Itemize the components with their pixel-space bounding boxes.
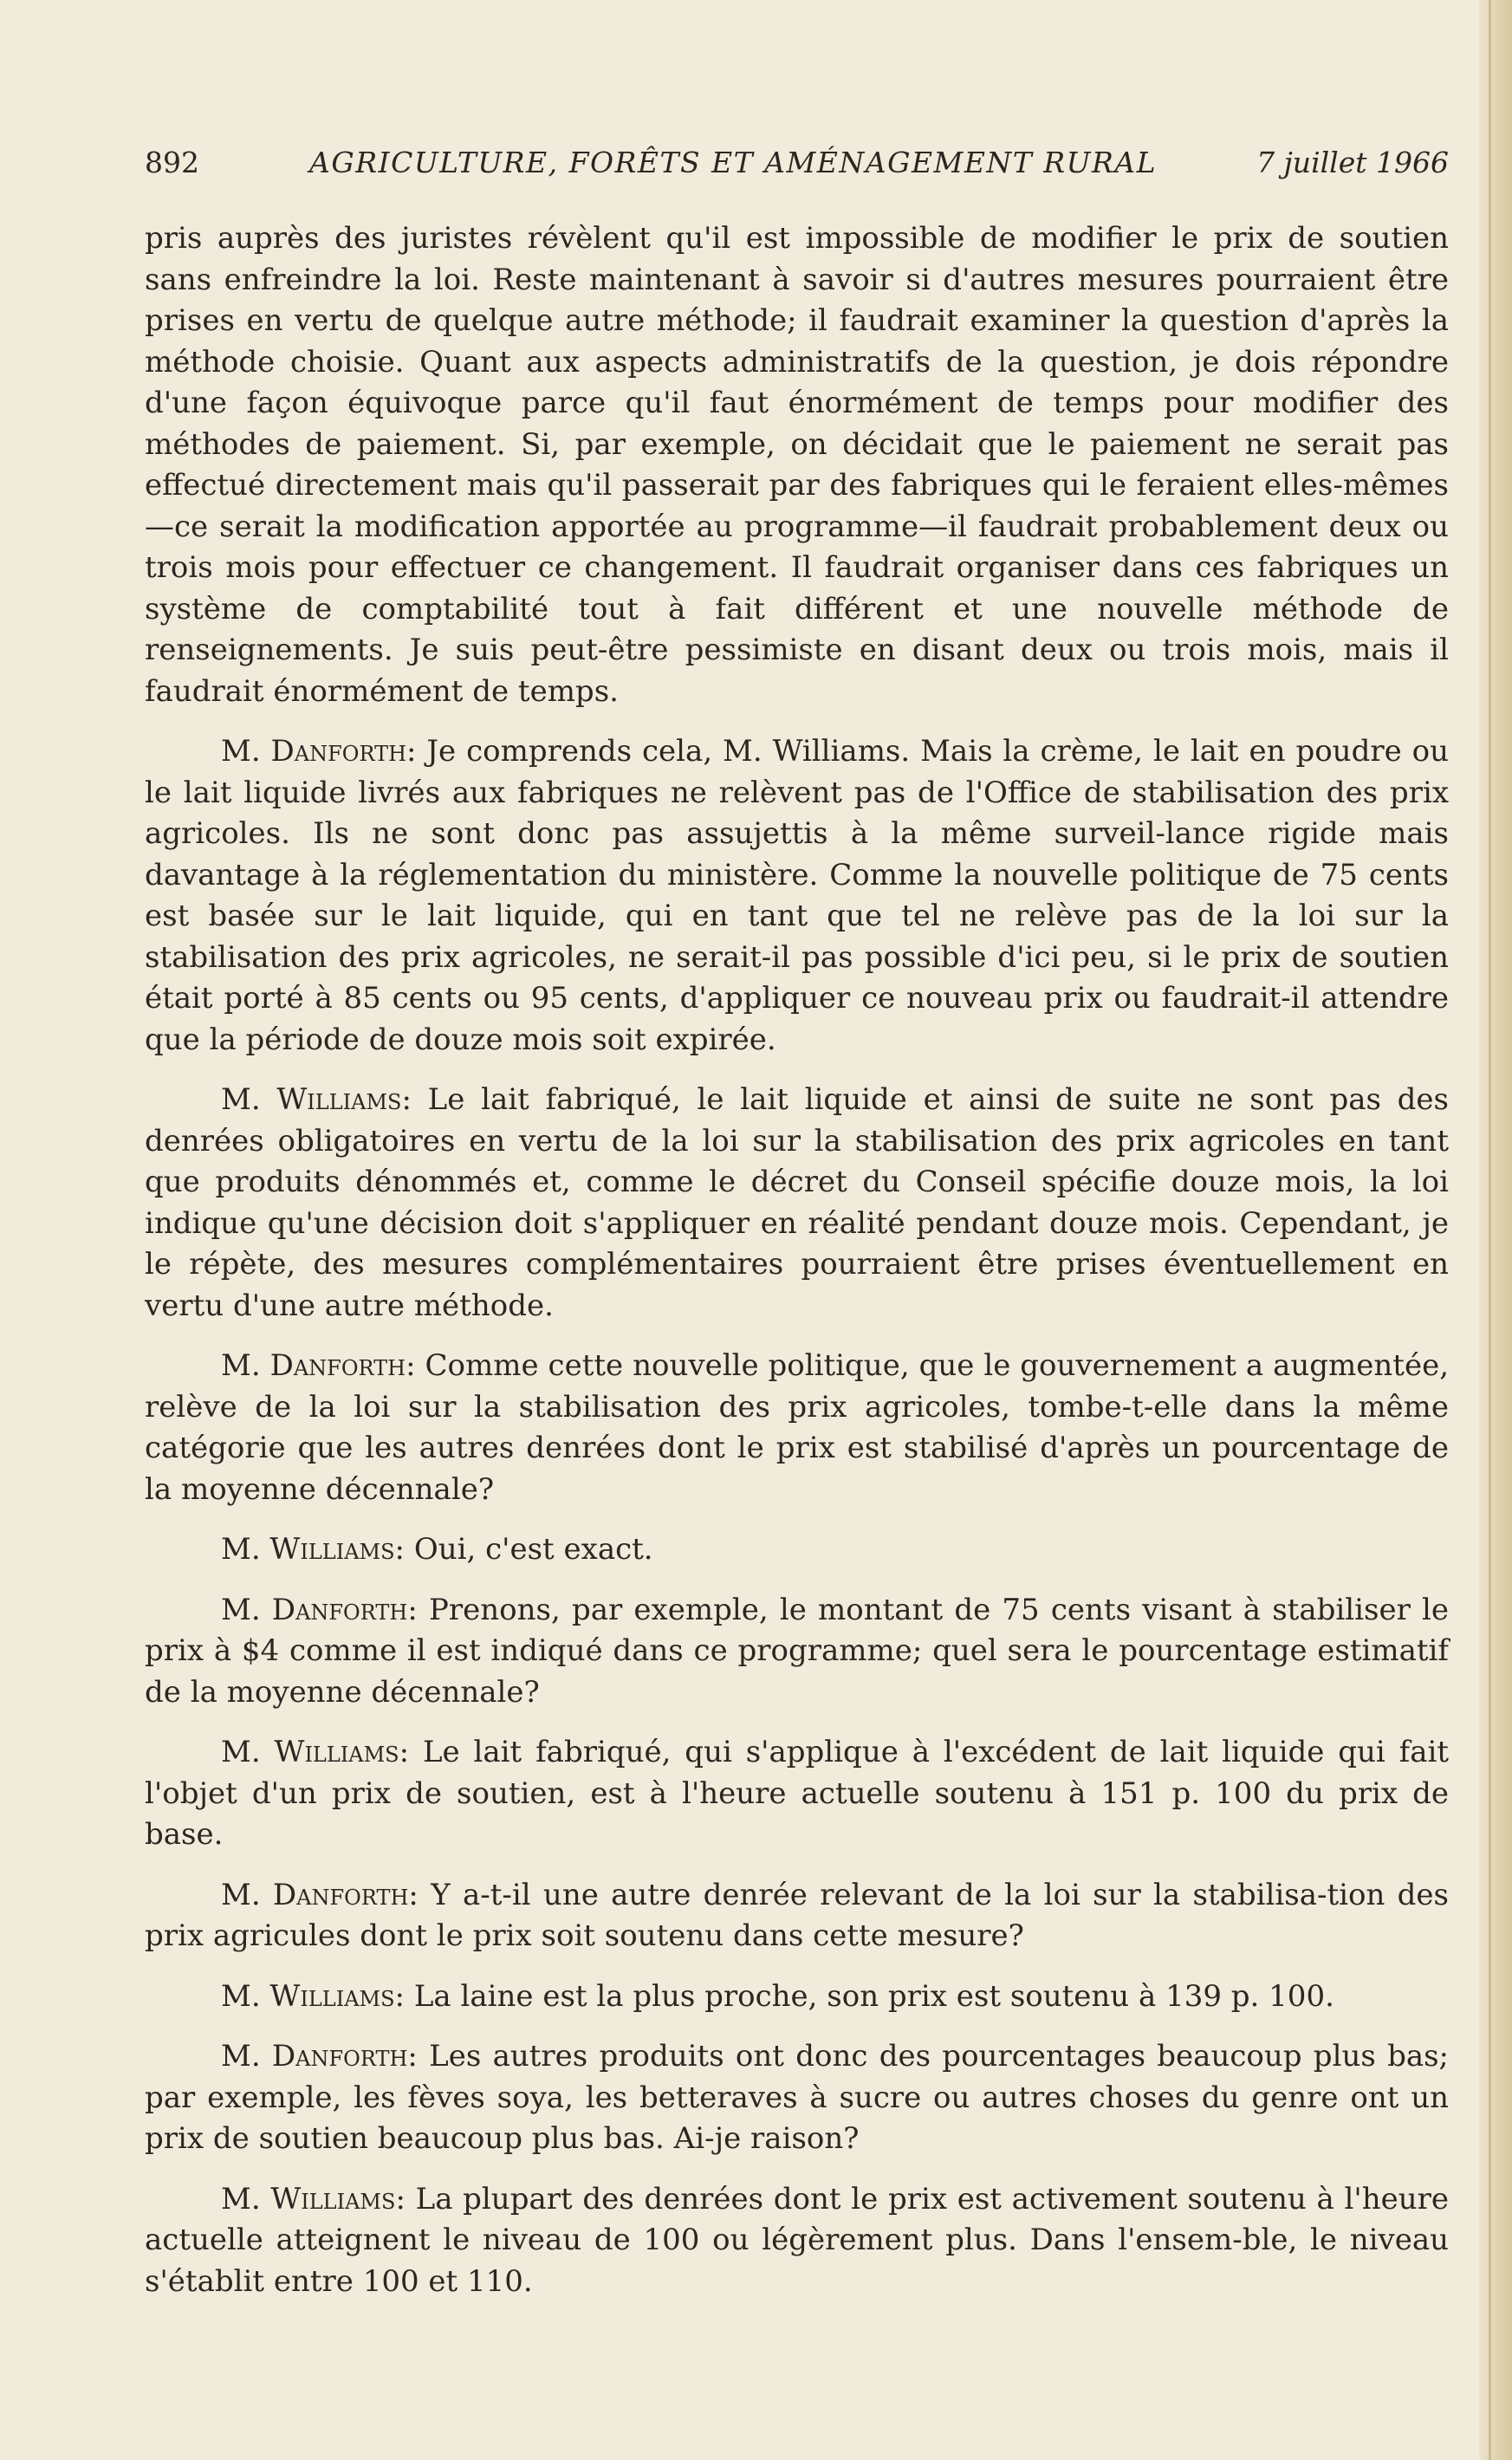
paragraph xyxy=(145,1529,1449,1571)
speaker-name: M. Williams: xyxy=(221,1978,406,2014)
page-edge-line xyxy=(1489,0,1491,2460)
page-number: 892 xyxy=(145,146,199,179)
paragraph xyxy=(145,1346,1449,1510)
paragraph-text: Y a-t-il une autre denrée relevant de la loi sur la stabilisa-tion des prix agricules dont le prix soit soutenu dans cette mesure? xyxy=(145,1877,1449,1953)
paragraph-text: Les autres produits ont donc des pourcentages beaucoup plus bas; par exemple, les fèves soya, les betteraves à sucre ou autres choses du genre ont un prix de soutien beaucoup plus bas. Ai-je raison? xyxy=(145,2039,1450,2156)
speaker-name: M. Danforth: xyxy=(221,1877,419,1912)
issue-date: 7 juillet 1966 xyxy=(1256,146,1449,179)
speaker-name: M. Danforth: xyxy=(221,734,417,769)
paragraph-text: Prenons, par exemple, le montant de 75 cents visant à stabiliser le prix à $4 comme il est indiqué dans ce programme; quel sera le pourcentage estimatif de la moyenne décennale? xyxy=(145,1592,1450,1710)
paragraph-text: Je comprends cela, M. Williams. Mais la crème, le lait en poudre ou le lait liquide livrés aux fabriques ne relèvent pas de l'Office de stabilisation des prix agricoles. Ils ne sont donc pas assujettis à la même surveil-lance rigide mais davantage à la réglementation du ministère. Comme la nouvelle politique de 75 cents est basée sur le lait liquide, qui en tant que tel ne relève pas de la loi sur la stabilisation des prix agricoles, ne serait-il pas possible d'ici peu, si le prix de soutien était porté à 85 cents ou 95 cents, d'appliquer ce nouveau prix ou faudrait-il attendre que la période de douze mois soit expirée. xyxy=(145,734,1449,1057)
section-title: AGRICULTURE, FORÊTS ET AMÉNAGEMENT RURAL xyxy=(309,146,1158,179)
paragraph-text: Le lait fabriqué, qui s'applique à l'excédent de lait liquide qui fait l'objet d'un prix de soutien, est à l'heure actuelle soutenu à 151 p. 100 du prix de base. xyxy=(145,1735,1450,1852)
paragraph-text: Comme cette nouvelle politique, que le gouvernement a augmentée, relève de la loi sur la stabilisation des prix agricoles, tombe-t-elle dans la même catégorie que les autres denrées dont le prix est stabilisé d'après un pourcentage de la moyenne décennale? xyxy=(145,1348,1450,1507)
speaker-name: M. Danforth: xyxy=(221,1592,418,1627)
paragraph xyxy=(145,1080,1449,1327)
paragraph xyxy=(145,1732,1449,1856)
speaker-name: M. Williams: xyxy=(221,1082,412,1117)
speaker-name: M. Williams: xyxy=(221,1532,406,1567)
paragraph-text: Oui, c'est exact. xyxy=(413,1532,653,1567)
paragraph-text: La plupart des denrées dont le prix est activement soutenu à l'heure actuelle atteignent le niveau de 100 ou légèrement plus. Dans l'ensem-ble, le niveau s'établit entre 100 et 110. xyxy=(145,2181,1449,2299)
paragraph xyxy=(145,218,1449,712)
paragraph xyxy=(145,731,1449,1061)
paragraph-text: La laine est la plus proche, son prix est soutenu à 139 p. 100. xyxy=(413,1978,1334,2014)
paragraph xyxy=(145,1976,1449,2018)
speaker-name: M. Danforth: xyxy=(221,1348,416,1383)
paragraph xyxy=(145,2179,1449,2303)
speaker-name: M. Danforth: xyxy=(221,2039,418,2074)
speaker-name: M. Williams: xyxy=(221,2181,406,2217)
paragraph-text: Le lait fabriqué, le lait liquide et ainsi de suite ne sont pas des denrées obligatoires en vertu de la loi sur la stabilisation des prix agricoles en tant que produits dénommés et, comme le décret du Conseil spécifie douze mois, la loi indique qu'une décision doit s'appliquer en réalité pendant douze mois. Cependant, je le répète, des mesures complémentaires pourraient être prises éventuellement en vertu d'une autre méthode. xyxy=(145,1082,1450,1323)
speaker-name: M. Williams: xyxy=(221,1735,410,1769)
page-edge xyxy=(1479,0,1512,2460)
paragraph-text: pris auprès des juristes révèlent qu'il est impossible de modifier le prix de soutien sans enfreindre la loi. Reste maintenant à savoir si d'autres mesures pourraient être prises en vertu de quelque autre méthode; il faudrait examiner la question d'après la méthode choisie. Quant aux aspects administratifs de la question, je dois répondre d'une façon équivoque parce qu'il faut énormément de temps pour modifier des méthodes de paiement. Si, par exemple, on décidait que le paiement ne serait pas effectué directement mais qu'il passerait par des fabriques qui le feraient elles-mêmes—ce serait la modification apportée au programme—il faudrait probablement deux ou trois mois pour effectuer ce changement. Il faudrait organiser dans ces fabriques un système de comptabilité tout à fait différent et une nouvelle méthode de renseignements. Je suis peut-être pessimiste en disant deux ou trois mois, mais il faudrait énormément de temps. xyxy=(145,221,1449,709)
transcript-body xyxy=(145,218,1449,2321)
paragraph xyxy=(145,1875,1449,1957)
paragraph xyxy=(145,2036,1449,2160)
paragraph xyxy=(145,1590,1449,1714)
running-head xyxy=(145,146,1449,180)
